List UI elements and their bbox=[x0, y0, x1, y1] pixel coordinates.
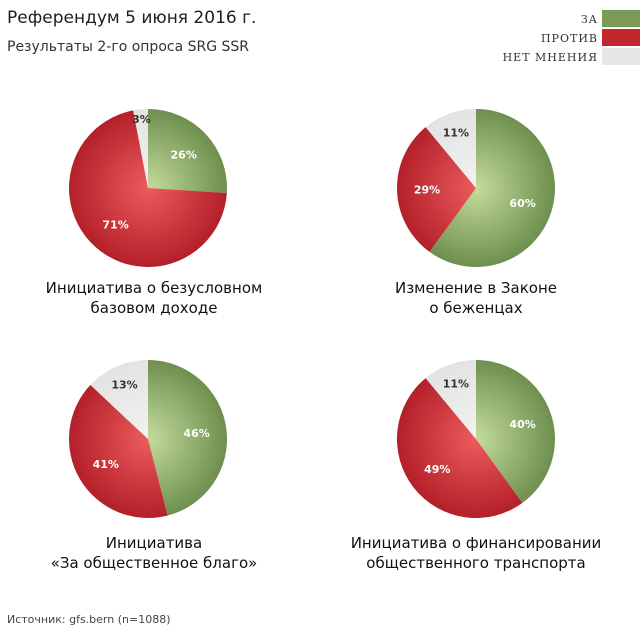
source-note: Источник: gfs.bern (n=1088) bbox=[7, 613, 171, 626]
slice-data-label: 71% bbox=[102, 218, 129, 232]
chart-title-line: базовом доходе bbox=[90, 299, 218, 317]
slice-data-label: 3% bbox=[132, 112, 151, 126]
slice-data-label: 46% bbox=[183, 426, 210, 440]
slice-data-label: 60% bbox=[509, 197, 536, 211]
slice-data-label: 41% bbox=[92, 457, 119, 471]
chart-title-line: «За общественное благо» bbox=[50, 554, 258, 572]
pie-chart bbox=[69, 109, 227, 267]
slice-data-label: 11% bbox=[442, 377, 470, 391]
slice-data-label: 11% bbox=[442, 126, 470, 140]
chart-title-line: Инициатива bbox=[105, 534, 203, 552]
pie-chart bbox=[397, 109, 555, 267]
slice-data-label: 26% bbox=[170, 148, 197, 162]
chart-title-line: Инициатива о безусловном bbox=[45, 279, 263, 297]
chart-title-line: Инициатива о финансировании bbox=[350, 534, 602, 552]
legend-label: НЕТ МНЕНИЯ bbox=[502, 51, 598, 64]
chart-title-line: Изменение в Законе bbox=[394, 279, 558, 297]
slice-data-label: 13% bbox=[111, 378, 138, 392]
page-subtitle: Результаты 2-го опроса SRG SSR bbox=[7, 39, 250, 55]
chart-title-line: о беженцах bbox=[429, 299, 523, 317]
slice-data-label: 29% bbox=[413, 183, 441, 197]
page-title: Референдум 5 июня 2016 г. bbox=[7, 8, 257, 28]
legend-label: ЗА bbox=[580, 13, 598, 26]
chart-title-line: общественного транспорта bbox=[366, 554, 586, 572]
slice-data-label: 49% bbox=[424, 463, 451, 476]
pie-chart bbox=[69, 360, 227, 518]
legend-label: ПРОТИВ bbox=[540, 32, 598, 45]
slice-data-label: 40% bbox=[509, 417, 536, 431]
pie-chart bbox=[397, 360, 555, 518]
